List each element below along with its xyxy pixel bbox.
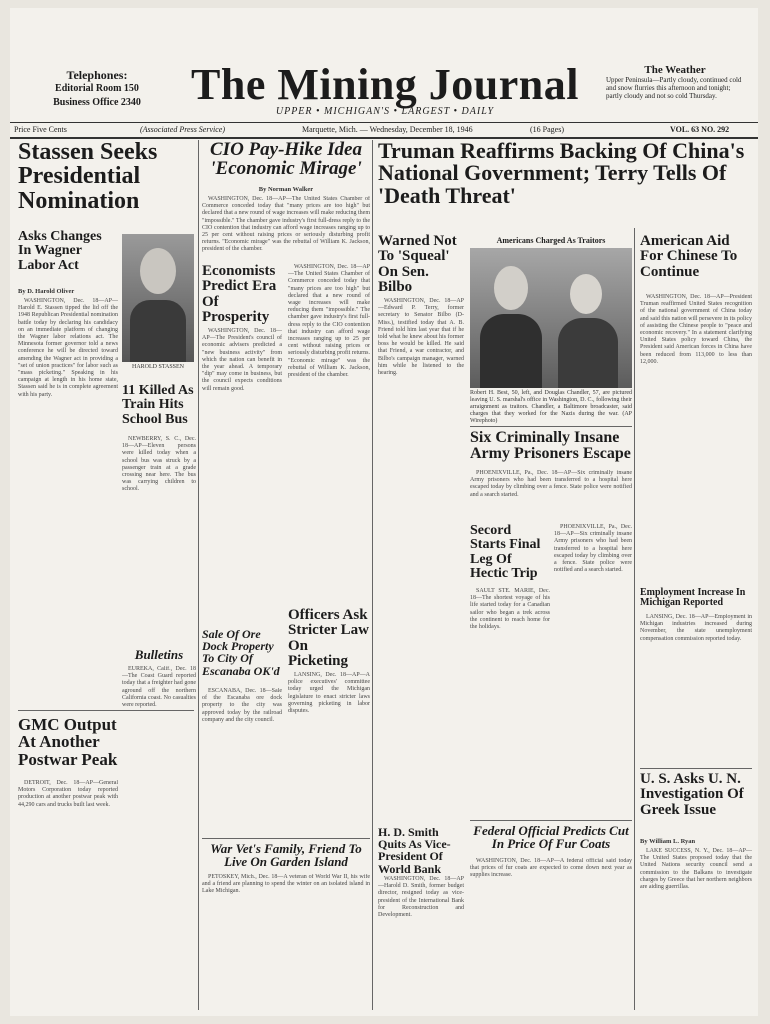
hd-smith-body-text: WASHINGTON, Dec. 18—AP—Harold D. Smith, former budget director, resigned today as vice-president of the International Bank for Reconstruction and Development. bbox=[378, 876, 464, 919]
employment-headline: Employment Increase In Michigan Reported bbox=[640, 587, 746, 609]
record-headline: Secord Starts Final Leg Of Hectic Trip bbox=[470, 523, 541, 581]
stassen-body bbox=[18, 298, 118, 698]
traitor-coat-right bbox=[558, 318, 618, 388]
record-body bbox=[470, 588, 550, 808]
federal-body bbox=[470, 858, 632, 1010]
column-rule bbox=[634, 228, 635, 1010]
weather-title: The Weather bbox=[644, 64, 706, 76]
cio-continued-body bbox=[288, 264, 370, 544]
fire-body bbox=[122, 436, 196, 646]
traitor-face-right bbox=[570, 274, 602, 314]
gmc-headline: GMC Output At Another Postwar Peak bbox=[18, 715, 118, 769]
editorial-phone: Editorial Room 150 bbox=[55, 83, 139, 94]
employment-body bbox=[640, 614, 752, 764]
aid-body-text: WASHINGTON, Dec. 18—AP—President Truman reaffirmed United States recognition of the national government of China today and said this nation will persevere in its policy of assisting the Chinese people to "peace and economic recovery." In a statement clarifying United States policy toward China, the President said American forces in China have been reduced from 113,000 to less than 12,000. bbox=[640, 294, 752, 365]
newspaper-tagline: UPPER • MICHIGAN'S • LARGEST • DAILY bbox=[275, 106, 495, 117]
aid-headline: American Aid For Chinese To Continue bbox=[640, 233, 738, 280]
stassen-byline: By D. Harold Oliver bbox=[18, 288, 75, 295]
officers-body-text: LANSING, Dec. 18—AP—A police executives' committee today urged the Michigan legislature to enact stricter laws governing picketing in labor disputes. bbox=[288, 672, 370, 715]
sale-body-text: ESCANABA, Dec. 18—Sale of the Escanaba ore dock property to the city was approved today by the railroad company and the city council. bbox=[202, 688, 282, 723]
fire-headline: 11 Killed As Train Hits School Bus bbox=[122, 383, 194, 427]
greece-headline: U. S. Asks U. N. Investigation Of Greek Issue bbox=[640, 771, 744, 818]
stassen-photo-caption: HAROLD STASSEN bbox=[131, 364, 185, 370]
truman-headline: Truman Reaffirms Backing Of China's National Government; Terry Tells Of 'Death Threat' bbox=[378, 138, 745, 208]
telephones-title: Telephones: bbox=[66, 68, 128, 82]
fire-body-text: NEWBERRY, S. C., Dec. 18—AP—Eleven persons were killed today when a school bus was struck by a passenger train at a grade crossing near here. The bus was carrying children to school. bbox=[122, 436, 196, 493]
war-vet-headline: War Vet's Family, Friend To Live On Garden Island bbox=[210, 841, 362, 870]
weather-text: Upper Peninsula—Partly cloudy, continued cold and snow flurries this afternoon and tonight; partly cloudy and not so cold Thursday. bbox=[606, 76, 742, 100]
war-vet-body-text: PETOSKEY, Mich., Dec. 18—A veteran of World War II, his wife and a friend are planning to spend the winter on an isolated island in Lake Michigan. bbox=[202, 874, 370, 895]
economists-headline: Economists Predict Era Of Prosperity bbox=[202, 263, 277, 325]
service-label: (Associated Press Service) bbox=[140, 125, 226, 134]
cio-byline: By Norman Walker bbox=[258, 186, 314, 193]
cio-continued-text: WASHINGTON, Dec. 18—AP—The United States Chamber of Commerce conceded today that "many prices are too high" but declared that a new round of wage increases will make reducing them "impossible." The chamber gave industry's first full-dress reply to the CIO contention that industry can afford wage increases ranging up to 25 per cent without raising prices or seriously disturbing profit returns. "Economic mirage" was the rebuttal of William K. Jackson, president of the chamber. bbox=[288, 264, 370, 379]
newspaper-title: The Mining Journal bbox=[191, 60, 579, 109]
sale-headline: Sale Of Ore Dock Property To City Of Escanaba OK'd bbox=[202, 627, 280, 678]
section-rule bbox=[470, 820, 632, 821]
insane-continued-text: PHOENIXVILLE, Pa., Dec. 18—AP—Six criminally insane Army prisoners who had been transferred to a hospital here escaped today by climbing over a fence. State police were notified and a search started. bbox=[554, 524, 632, 574]
insane-body bbox=[470, 470, 632, 518]
place-date: Marquette, Mich. — Wednesday, December 18, 1946 bbox=[302, 125, 473, 134]
stassen-headline: Stassen Seeks Presidential Nomination bbox=[18, 139, 158, 214]
weather-box bbox=[606, 66, 744, 100]
traitor-coat-left bbox=[480, 314, 542, 388]
dateline-bar bbox=[10, 122, 758, 139]
bulletins-body bbox=[122, 666, 196, 826]
officers-body bbox=[288, 672, 370, 832]
cio-headline: CIO Pay-Hike Idea 'Economic Mirage' bbox=[210, 139, 362, 180]
greece-body-text: LAKE SUCCESS, N. Y., Dec. 18—AP—The United States proposed today that the United Nations security council send a commission to the Balkans to investigate charges by Greece that her northern neighbors are aiding guerrillas. bbox=[640, 848, 752, 891]
newspaper-page bbox=[10, 8, 758, 1016]
bulletins-title: Bulletins bbox=[134, 647, 184, 662]
section-rule bbox=[202, 838, 370, 839]
hd-smith-headline: H. D. Smith Quits As Vice-President Of World Bank bbox=[378, 825, 451, 876]
traitors-photo-title: Americans Charged As Traitors bbox=[496, 236, 606, 245]
stassen-face-shape bbox=[140, 248, 176, 294]
bilbo-headline: Warned Not To 'Squeal' On Sen. Bilbo bbox=[378, 233, 457, 295]
stassen-body-text: WASHINGTON, Dec. 18—AP—Harold E. Stassen tipped the lid off the 1948 Republican Presidential nomination battle today by declaring his candidacy on an immediate platform of changing the Wagner labor relations act. The Minnesota former governor told a news conference he will be directed toward amending the Wagner act in providing a "set of union practices" for labor such as "mass picketing." Speaking in his campaign at length in his home state, Stassen said he is in complete agreement with his party. bbox=[18, 298, 118, 398]
economists-body bbox=[202, 328, 282, 608]
traitor-face-left bbox=[494, 266, 528, 310]
insane-continued-body bbox=[554, 524, 632, 814]
cio-body bbox=[202, 196, 370, 256]
war-vet-body bbox=[202, 874, 370, 1010]
bulletins-body-text: EUREKA, Calif., Dec. 18—The Coast Guard reported today that a freighter had gone aground off the northern California coast. No casualties were reported. bbox=[122, 666, 196, 709]
gmc-body-text: DETROIT, Dec. 18—AP—General Motors Corporation today reported production at another postwar peak with 44,290 cars and trucks built last week. bbox=[18, 780, 118, 808]
column-rule bbox=[198, 140, 199, 1010]
telephones-box bbox=[22, 68, 172, 110]
federal-headline: Federal Official Predicts Cut In Price Of Fur Coats bbox=[473, 823, 629, 852]
insane-body-text: PHOENIXVILLE, Pa., Dec. 18—AP—Six criminally insane Army prisoners who had been transferred to a hospital here escaped today by climbing over a fence. State police were notified and a search started. bbox=[470, 470, 632, 498]
employment-body-text: LANSING, Dec. 18—AP—Employment in Michigan industries increased during November, the state unemployment compensation commission reported today. bbox=[640, 614, 752, 642]
aid-body bbox=[640, 294, 752, 584]
pages-label: (16 Pages) bbox=[530, 125, 564, 134]
hd-smith-body bbox=[378, 876, 464, 1010]
greece-body bbox=[640, 848, 752, 1010]
price-label: Price Five Cents bbox=[14, 125, 67, 134]
federal-body-text: WASHINGTON, Dec. 18—AP—A federal official said today that prices of fur coats are expected to come down next year as supplies increase. bbox=[470, 858, 632, 879]
section-rule bbox=[640, 768, 752, 769]
stassen-photo bbox=[122, 234, 194, 362]
business-phone: Business Office 2340 bbox=[53, 97, 141, 108]
sale-body bbox=[202, 688, 282, 828]
stassen-subhead: Asks Changes In Wagner Labor Act bbox=[18, 229, 102, 273]
insane-headline: Six Criminally Insane Army Prisoners Escape bbox=[470, 429, 631, 463]
gmc-body bbox=[18, 780, 118, 1006]
traitors-photo-caption: Robert H. Best, 50, left, and Douglas Chandler, 57, are pictured leaving U. S. marshal's office in Washington, D. C., following their arraignment as traitors. Chandler, a Baltimore broadcaster, said charges that they worked for the Nazis during the war. (AP Wirephoto) bbox=[470, 390, 632, 424]
traitors-photo bbox=[470, 248, 632, 388]
bilbo-body bbox=[378, 298, 464, 418]
stassen-suit-shape bbox=[130, 300, 186, 362]
bilbo-body-text: WASHINGTON, Dec. 18—AP—Edward P. Terry, former secretary to Senator Bilbo (D-Miss.), testified today that A. B. Friend told him last year that if he told what he knew about his former boss he would be killed. He said that Friend, a war contractor, and Bilbo's campaign manager, warned him while he listened to the hearing. bbox=[378, 298, 464, 377]
officers-headline: Officers Ask Stricter Law On Picketing bbox=[288, 607, 369, 669]
cio-body-text: WASHINGTON, Dec. 18—AP—The United States Chamber of Commerce conceded today that "many prices are too high" but declared that a new round of wage increases will make reducing them "impossible." The chamber gave industry's first full-dress reply to the CIO contention that industry can afford wage increases ranging up to 25 per cent without raising prices or seriously disturbing profit returns. "Economic mirage" was the rebuttal of William K. Jackson, president of the chamber. bbox=[202, 196, 370, 253]
economists-body-text: WASHINGTON, Dec. 18—AP—The President's council of economic advisers predicted a "new business activity" from which the nation can benefit in the year ahead. A temporary "dip" may come in business, but the council expects conditions will remain good. bbox=[202, 328, 282, 392]
record-body-text: SAULT STE. MARIE, Dec. 18—The shortest voyage of his life started today for a Canadian sailor who began a trek across the continent to reach home for the holidays. bbox=[470, 588, 550, 631]
column-rule bbox=[372, 140, 373, 1010]
section-rule bbox=[470, 426, 632, 427]
volume-label: VOL. 63 NO. 292 bbox=[670, 125, 730, 134]
greece-byline: By William L. Ryan bbox=[640, 838, 696, 845]
